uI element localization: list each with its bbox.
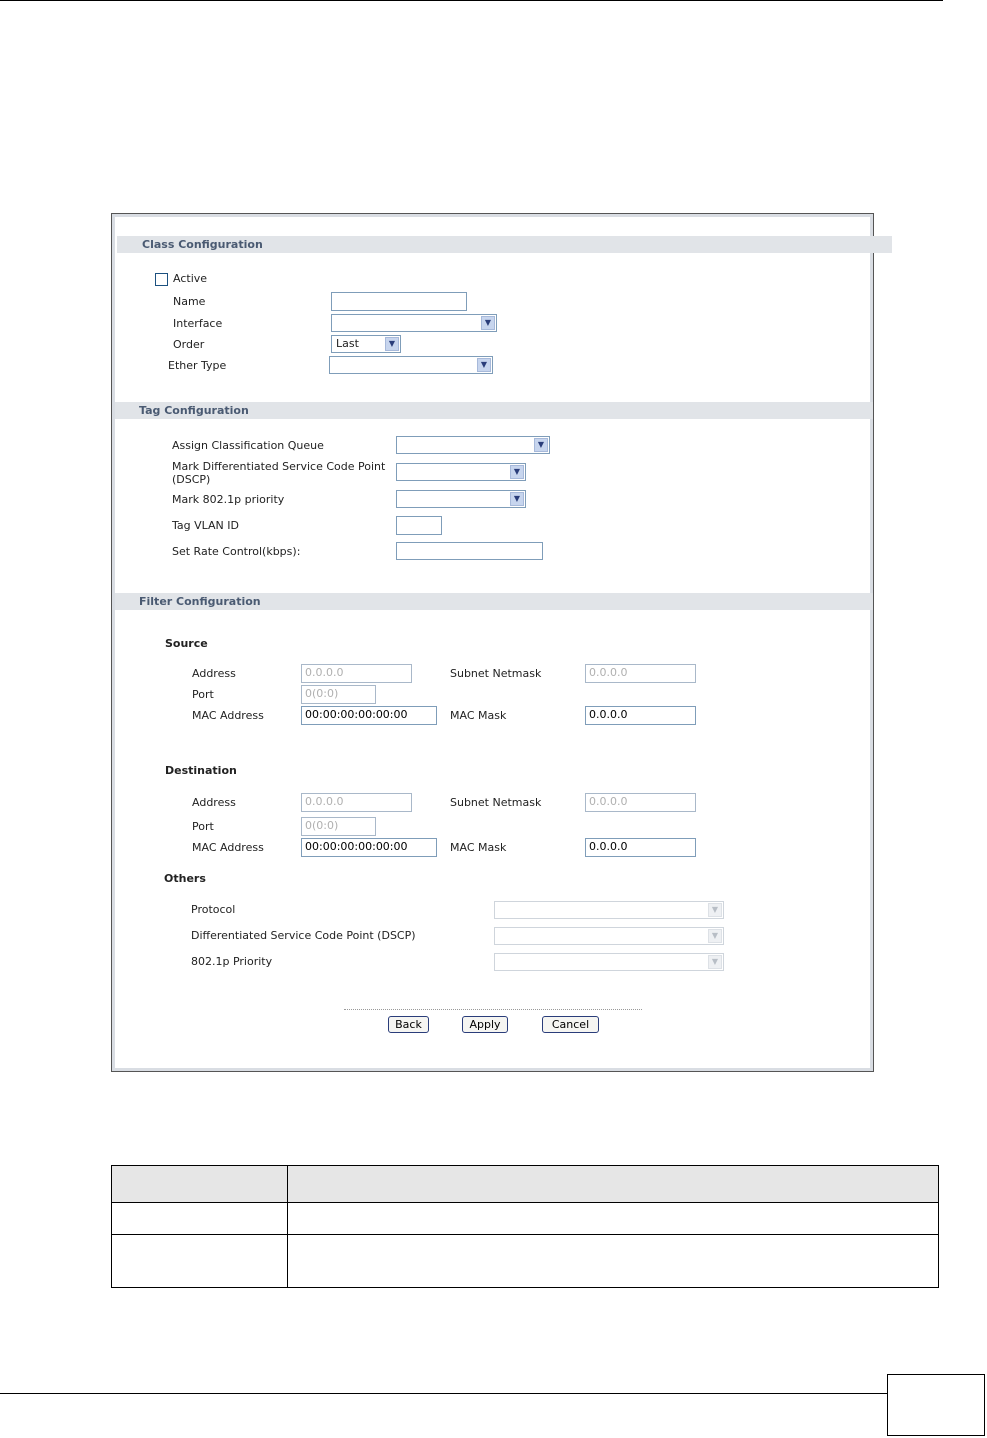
destination-port-label: Port: [192, 820, 214, 833]
classification-queue-select[interactable]: [396, 436, 550, 454]
chevron-down-icon: ▼: [708, 903, 722, 917]
apply-button[interactable]: Apply: [462, 1016, 508, 1033]
mark-priority-label: Mark 802.1p priority: [172, 493, 285, 506]
table-header-cell: [112, 1166, 288, 1203]
tag-vlan-label: Tag VLAN ID: [172, 519, 239, 532]
tag-configuration-header: Tag Configuration: [115, 402, 873, 419]
source-heading: Source: [165, 637, 208, 650]
mark-priority-select[interactable]: [396, 490, 526, 508]
mark-dscp-select[interactable]: [396, 463, 526, 481]
page-top-rule: [0, 0, 943, 1]
filter-configuration-header: Filter Configuration: [115, 593, 873, 610]
source-address-input[interactable]: 0.0.0.0: [301, 664, 412, 683]
chevron-down-icon: ▼: [481, 316, 495, 330]
chevron-down-icon: ▼: [708, 955, 722, 969]
source-mac-mask-label: MAC Mask: [450, 709, 507, 722]
source-address-label: Address: [192, 667, 236, 680]
chevron-down-icon: ▼: [510, 465, 524, 479]
destination-mac-label: MAC Address: [192, 841, 264, 854]
order-label: Order: [173, 338, 205, 351]
rate-control-input[interactable]: [396, 542, 543, 560]
interface-label: Interface: [173, 317, 223, 330]
page-bottom-rule: [0, 1393, 887, 1394]
table-row: [112, 1203, 939, 1235]
table-row: [112, 1235, 939, 1288]
name-label: Name: [173, 295, 206, 308]
table-header-cell: [288, 1166, 939, 1203]
table-header-row: [112, 1166, 939, 1203]
source-mac-mask-input[interactable]: 0.0.0.0: [585, 706, 696, 725]
chevron-down-icon: ▼: [510, 492, 524, 506]
source-mac-label: MAC Address: [192, 709, 264, 722]
destination-heading: Destination: [165, 764, 237, 777]
others-dscp-label: Differentiated Service Code Point (DSCP): [191, 929, 416, 942]
protocol-select[interactable]: [494, 901, 724, 919]
back-button[interactable]: Back: [388, 1016, 429, 1033]
destination-port-input[interactable]: 0(0:0): [301, 817, 376, 836]
page-number-box: [887, 1374, 985, 1436]
destination-address-input[interactable]: 0.0.0.0: [301, 793, 412, 812]
ether-type-select[interactable]: [329, 356, 493, 374]
source-subnet-label: Subnet Netmask: [450, 667, 542, 680]
tag-vlan-input[interactable]: [396, 516, 442, 535]
others-dscp-select[interactable]: [494, 927, 724, 945]
rate-control-label: Set Rate Control(kbps):: [172, 545, 301, 558]
others-priority-select[interactable]: [494, 953, 724, 971]
active-label: Active: [173, 272, 208, 285]
mark-dscp-label-line1: Mark Differentiated Service Code Point: [172, 460, 386, 473]
others-priority-label: 802.1p Priority: [191, 955, 273, 968]
destination-mac-input[interactable]: 00:00:00:00:00:00: [301, 838, 437, 857]
ether-type-label: Ether Type: [168, 359, 227, 372]
chevron-down-icon: ▼: [477, 358, 491, 372]
protocol-label: Protocol: [191, 903, 236, 916]
class-setup-screen: [111, 213, 874, 1072]
active-checkbox[interactable]: [155, 273, 168, 286]
name-input[interactable]: [331, 292, 467, 311]
panel-body: [117, 219, 868, 1066]
source-subnet-input[interactable]: 0.0.0.0: [585, 664, 696, 683]
mark-dscp-label-line2: (DSCP): [172, 473, 211, 486]
interface-select[interactable]: [331, 314, 497, 332]
chevron-down-icon: ▼: [385, 337, 399, 351]
destination-subnet-input[interactable]: 0.0.0.0: [585, 793, 696, 812]
chevron-down-icon: ▼: [708, 929, 722, 943]
table-cell: [288, 1235, 939, 1288]
order-select[interactable]: [331, 335, 401, 353]
cancel-button[interactable]: Cancel: [542, 1016, 599, 1033]
destination-address-label: Address: [192, 796, 236, 809]
destination-mac-mask-input[interactable]: 0.0.0.0: [585, 838, 696, 857]
chevron-down-icon: ▼: [534, 438, 548, 452]
table-cell: [112, 1203, 288, 1235]
classification-queue-label: Assign Classification Queue: [172, 439, 324, 452]
class-configuration-header: Class Configuration: [117, 236, 892, 253]
source-mac-input[interactable]: 00:00:00:00:00:00: [301, 706, 437, 725]
field-description-table: [111, 1165, 939, 1288]
button-divider: [344, 1009, 642, 1010]
order-select-value: Last: [336, 337, 359, 350]
source-port-input[interactable]: 0(0:0): [301, 685, 376, 704]
destination-subnet-label: Subnet Netmask: [450, 796, 542, 809]
table-cell: [288, 1203, 939, 1235]
source-port-label: Port: [192, 688, 214, 701]
table-cell: [112, 1235, 288, 1288]
destination-mac-mask-label: MAC Mask: [450, 841, 507, 854]
others-heading: Others: [164, 872, 206, 885]
